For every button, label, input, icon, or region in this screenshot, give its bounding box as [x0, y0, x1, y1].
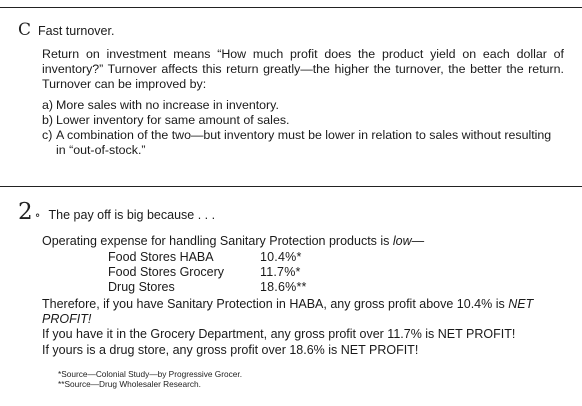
list-item-label: a) [42, 98, 54, 112]
intro-text: Operating expense for handling Sanitary Protection products is [42, 234, 393, 248]
section-2-header [18, 199, 215, 225]
list-item [42, 98, 564, 113]
footnote-drug-wholesaler: **Source—Drug Wholesaler Research. [58, 378, 201, 389]
profit-conclusions [42, 297, 568, 358]
intro-emphasis: low [392, 234, 412, 248]
list-item [42, 113, 564, 128]
section-c-heading: Fast turnover. [38, 24, 115, 38]
rate-value: 11.7%* [260, 265, 301, 280]
intro-dash: — [411, 234, 425, 248]
haba-conclusion [42, 297, 568, 327]
haba-conclusion-emphasis: NET PROFIT! [42, 297, 534, 327]
rate-value: 18.6%** [260, 280, 307, 295]
section-2-marker: 2 [18, 199, 33, 225]
grocery-conclusion: If you have it in the Grocery Department, any gross profit over 11.7% is NET PROFIT! [42, 327, 516, 342]
section-c-paragraph: Return on investment means “How much profit does the product yield on each dollar of inventory?” Turnover affects this return greatly—the higher the turnover, the better the return. Turnover can be improved by: [42, 47, 564, 92]
footnote-colonial-study: *Source—Colonial Study—by Progressive Grocer. [58, 369, 242, 379]
haba-conclusion-text: Therefore, if you have Sanitary Protection in HABA, any gross profit above 10.4% is [42, 297, 509, 311]
rate-store: Drug Stores [108, 280, 175, 295]
rate-store: Food Stores Grocery [108, 265, 225, 280]
drug-conclusion: If yours is a drug store, any gross profit over 18.6% is NET PROFIT! [42, 342, 419, 357]
section-c-header [18, 20, 114, 40]
rate-row [108, 265, 307, 280]
section-c-marker: C [18, 20, 32, 40]
list-item [42, 128, 564, 158]
expense-rates-table [108, 250, 307, 296]
section-2-heading: The pay off is big because . . . [48, 208, 216, 222]
operating-expense-intro [42, 234, 424, 248]
list-item-text: More sales with no increase in inventory. [56, 98, 279, 112]
rate-row [108, 280, 307, 295]
rate-value: 10.4%* [260, 250, 302, 264]
footnotes [58, 370, 242, 389]
section-2-marker-dot: ∘ [34, 208, 41, 222]
middle-divider [0, 186, 582, 187]
turnover-list [42, 98, 564, 158]
rate-store: Food Stores HABA [108, 250, 214, 264]
list-item-text: A combination of the two—but inventory must be lower in relation to sales without resulting in “out-of-stock.” [56, 128, 552, 158]
list-item-text: Lower inventory for same amount of sales. [56, 113, 290, 128]
top-divider [0, 7, 582, 8]
list-item-label: c) [42, 128, 53, 143]
list-item-label: b) [42, 113, 54, 128]
rate-row [108, 250, 307, 265]
